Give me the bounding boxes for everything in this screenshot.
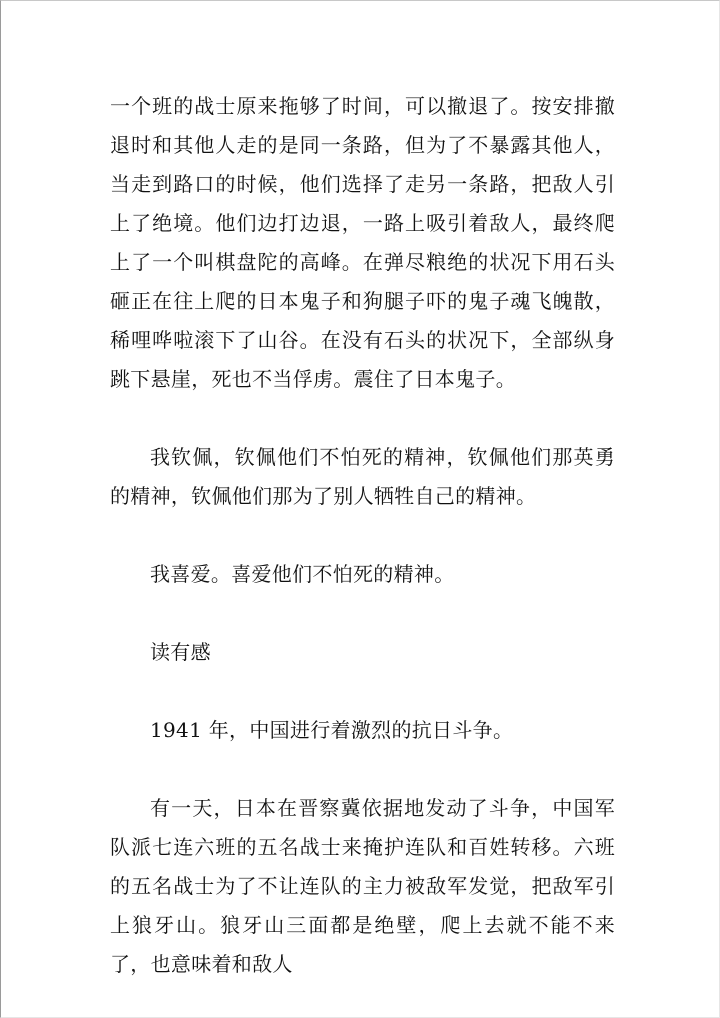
- paragraph-5: 有一天，日本在晋察冀依据地发动了斗争，中国军队派七连六班的五名战士来掩护连队和百姓转移。六班的五名战士为了不让连队的主力被敌军发觉，把敌军引上狼牙山。狼牙山三面都是绝壁，爬上去就不能不来了，也意味着和敌人: [110, 796, 615, 976]
- section-heading: 读有感: [150, 640, 211, 664]
- paragraph-1: 一个班的战士原来拖够了时间，可以撤退了。按安排撤退时和其他人走的是同一条路，但为了不暴露其他人，当走到路口的时候，他们选择了走另一条路，把敌人引上了绝境。他们边打边退，一路上吸引着敌人，最终爬上了一个叫棋盘陀的高峰。在弹尽粮绝的状况下用石头砸正在往上爬的日本鬼子和狗腿子吓的鬼子魂飞魄散，稀哩哗啦滚下了山谷。在没有石头的状况下，全部纵身跳下悬崖，死也不当俘虏。震住了日本鬼子。: [110, 94, 615, 391]
- paragraph-2: 我钦佩，钦佩他们不怕死的精神，钦佩他们那英勇的精神，钦佩他们那为了别人牺牲自己的精神。: [110, 445, 615, 508]
- document-body: [110, 87, 615, 984]
- paragraph-4: 1941 年，中国进行着激烈的抗日斗争。: [150, 718, 514, 742]
- paragraph-3: 我喜爱。喜爱他们不怕死的精神。: [150, 562, 455, 586]
